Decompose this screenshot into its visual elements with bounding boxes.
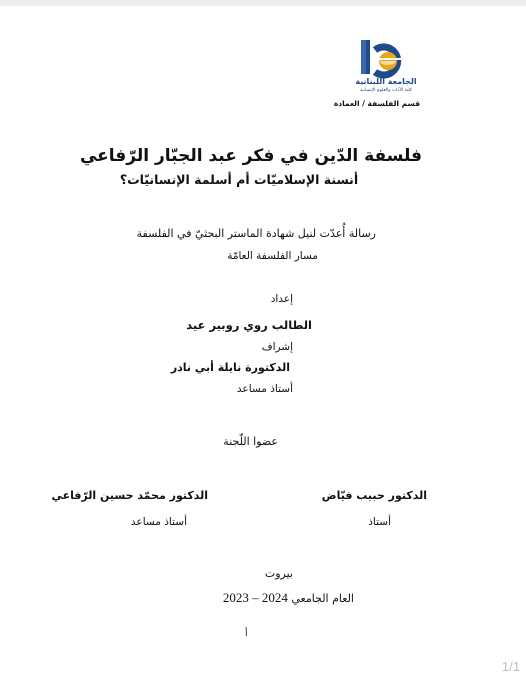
academic-year-range: 2023 – 2024 xyxy=(222,590,288,605)
top-border xyxy=(0,0,526,6)
preparation-label: إعداد xyxy=(270,293,293,305)
academic-year xyxy=(223,590,354,606)
thesis-track: مسار الفلسفة العامّة xyxy=(227,250,318,262)
logo-university-name: الجامعة اللبنانية xyxy=(355,77,417,86)
page-letter: أ xyxy=(245,629,248,639)
thesis-purpose: رسالة أُعدّت لنيل شهادة الماستر البحثيّ في الفلسفة xyxy=(136,227,376,240)
supervision-label: إشراف xyxy=(261,341,293,353)
committee-label: عضوا اللّجنة xyxy=(223,435,278,448)
thesis-subtitle-row xyxy=(0,172,526,187)
student-name: الطالب روي روبير عيد xyxy=(186,318,312,332)
supervisor-name: الدكتورة نايلة أبي نادر xyxy=(170,361,290,374)
supervisor-title: أستاذ مساعد xyxy=(236,383,293,395)
thesis-title-row xyxy=(0,146,526,166)
committee-member-2-title: أستاذ مساعد xyxy=(130,516,187,528)
thesis-subtitle: أنسنة الإسلاميّات أم أسلمة الإنسانيّات؟ xyxy=(119,172,359,187)
city: بيروت xyxy=(264,567,293,580)
committee-member-1-name: الدكتور حبيب فيّاض xyxy=(321,489,427,502)
committee-member-2-name: الدكتور محمّد حسين الرّفاعي xyxy=(51,489,208,502)
department-line: قسم الفلسفة / العمادة xyxy=(333,99,420,108)
page-counter: 1/1 xyxy=(501,659,520,674)
logo-faculty-name: كلية الآداب والعلوم الإنسانية xyxy=(359,88,413,93)
lebanese-university-logo xyxy=(353,40,419,96)
thesis-title: فلسفة الدّين في فكر عبد الجبّار الرّفاعي xyxy=(79,146,423,166)
academic-year-prefix: العام الجامعي xyxy=(291,592,354,605)
committee-member-1-title: أستاذ xyxy=(368,516,391,528)
